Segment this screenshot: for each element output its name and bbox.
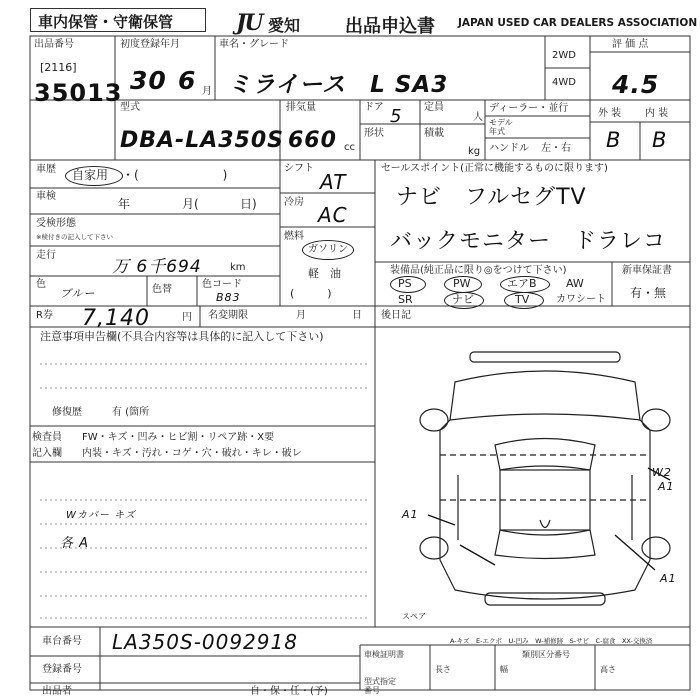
capacity-unit: 人 [473,112,483,123]
windshield [495,439,595,471]
bottom-right-label-2: 番号 [364,686,380,695]
reception-note: ※検付きの記入して下さい [36,233,113,241]
recycle-value: 7,140 [82,306,150,331]
lot-number: 35013 [34,79,123,107]
interior-value: B [652,128,668,152]
bottom-row-tail: 自・保・任・(予) [250,686,328,697]
doors-value: 5 [390,106,403,127]
mileage-label: 走行 [36,250,56,261]
brand-name: 愛知 [268,16,301,35]
score-value: 4.5 [612,70,660,99]
damage-label-a1-low: A1 [660,572,677,585]
color-change-label: 色替 [152,284,172,295]
inspector-line1: FW・キズ・凹み・ヒビ割・リペア跡・X要 [82,432,275,443]
reg-number-label: 登録番号 [42,664,82,675]
storage-tag: 車内保管・守衛保管 [38,13,174,31]
exterior-value: B [606,128,622,152]
history-value: 自家用 [72,168,109,182]
mileage-value: 万 6千694 [112,257,202,277]
registration-month-unit: 月 [202,86,212,97]
registration-label: 初度登録年月 [120,39,180,50]
cert-label: 車検証明書 [364,650,404,659]
note-handwritten-1: Wカバー キズ [66,510,136,521]
recycle-unit: 円 [182,312,192,323]
equipment-airbag: エアB [507,277,537,290]
score-label: 評 価 点 [612,39,649,50]
color-value: ブルー [60,287,96,300]
shape-label: 形状 [364,128,384,139]
note-handwritten-2: 各 A [60,536,90,551]
type-label: 型式 [120,102,140,113]
damage-legend: A-キズ E-エクボ U-凹み W-補修跡 S-サビ C-腐食 XX-交換済 [450,637,653,645]
equipment-aw: AW [566,277,584,290]
capacity-label: 定員 [424,102,444,113]
repair-value: 有 (箇所 [112,407,150,418]
front-bumper [470,352,620,362]
equipment-pw: PW [453,277,471,290]
color-code-value: B83 [216,291,241,304]
chassis-label: 車台番号 [42,636,82,647]
name-change-label: 名変期限 [208,310,248,321]
displacement-unit: cc [344,142,355,153]
fuel-label: 燃料 [284,231,304,242]
color-label: 色 [36,279,46,290]
displacement-label: 排気量 [286,102,316,113]
mileage-unit: km [230,262,246,273]
model-year-label-1: モデル [489,118,513,127]
brand-logo: JU [236,10,262,36]
notes-label: 注意事項申告欄(不具合内容等は具体的に記入して下さい) [40,330,324,343]
inspector-label-2: 記入欄 [32,448,62,459]
fuel-parens: ( ) [290,287,332,300]
history-rest: ・( ) [122,168,228,182]
registration-year: 30 [130,66,167,95]
name-change-month: 月 [296,310,306,321]
registration-month: 6 [178,66,197,95]
damage-label-a1-right: A1 [658,480,675,493]
damage-label-a1-left: A1 [402,508,419,521]
lot-label: 出品番号 [34,39,74,50]
drive-4wd: 4WD [552,77,576,88]
aircon-label: 冷房 [284,197,304,208]
equipment-tv: TV [515,293,530,306]
bottom-right-label-1: 型式指定 [364,677,396,686]
warranty-value: 有・無 [630,286,667,300]
damage-label-w2: W2 [652,466,672,479]
inspection-day: 日) [240,197,257,211]
repair-label: 修復歴 [52,407,82,418]
cert-width: 幅 [500,665,508,674]
equipment-ps: PS [398,277,412,290]
handle-label: ハンドル [489,143,529,154]
body-sides [440,430,650,560]
selling-points-label: セールスポイント(正常に機能するものに限ります) [381,163,608,174]
bottom-row-label: 出品者 [42,686,72,697]
equipment-label: 装備品(純正品に限り◎をつけて下さい) [390,265,567,276]
association-name: JAPAN USED CAR DEALERS ASSOCIATION [458,17,698,29]
recycle-label: R券 [36,310,53,321]
model-year-label-2: 年式 [489,127,505,136]
rear-seat-label: 後日記 [381,310,411,321]
history-label: 車歴 [36,164,56,175]
inspection-year: 年 [118,197,131,211]
dealer-label: ディーラー・並行 [489,103,569,114]
form-title: 出品申込書 [345,16,435,37]
equipment-navi: ナビ [452,293,474,306]
name-change-day: 日 [352,310,362,321]
fuel-gas: ガソリン [308,244,348,255]
handle-value: 左・右 [541,143,571,154]
cert-height: 高さ [600,665,616,674]
car-diagram [400,350,690,620]
shift-label: シフト [284,163,314,174]
type-value: DBA-LA350S [120,128,284,153]
equipment-seat: カワシート [556,294,606,305]
aircon-value: AC [318,203,348,227]
inspector-label-1: 検査員 [32,432,62,443]
fuel-diesel: 軽 油 [308,267,341,280]
equipment-sr: SR [398,293,413,306]
color-code-label: 色コード [202,279,242,290]
lot-sub-number: [2116] [40,61,77,74]
inspector-line2: 内装・キズ・汚れ・コゲ・穴・破れ・キレ・破レ [82,448,302,459]
model-label: 車名・グレード [219,39,289,50]
chassis-value: LA350S-0092918 [112,630,298,654]
hood-panel [450,371,640,420]
load-label: 積載 [424,128,444,139]
inspection-month: 月( [182,197,199,211]
cert-length: 長さ [435,665,451,674]
reception-label: 受検形態 [36,218,76,229]
interior-label: 内 装 [645,108,669,119]
shift-value: AT [320,170,347,194]
load-unit: kg [468,146,481,157]
spare-label: スペア [402,612,426,621]
selling-points-line2: バックモニター ドラレコ [390,229,667,254]
warranty-label: 新車保証書 [622,265,672,276]
class-number-label: 類別区分番号 [522,650,570,659]
displacement-value: 660 [288,128,337,153]
drive-2wd: 2WD [552,50,576,61]
exterior-label: 外 装 [598,108,622,119]
rear-window [495,530,595,559]
selling-points-line1: ナビ フルセグTV [396,185,587,210]
inspection-label: 車検 [36,191,56,202]
doors-label: ドア [364,102,384,113]
model-value: ミライース L SA3 [228,72,449,98]
